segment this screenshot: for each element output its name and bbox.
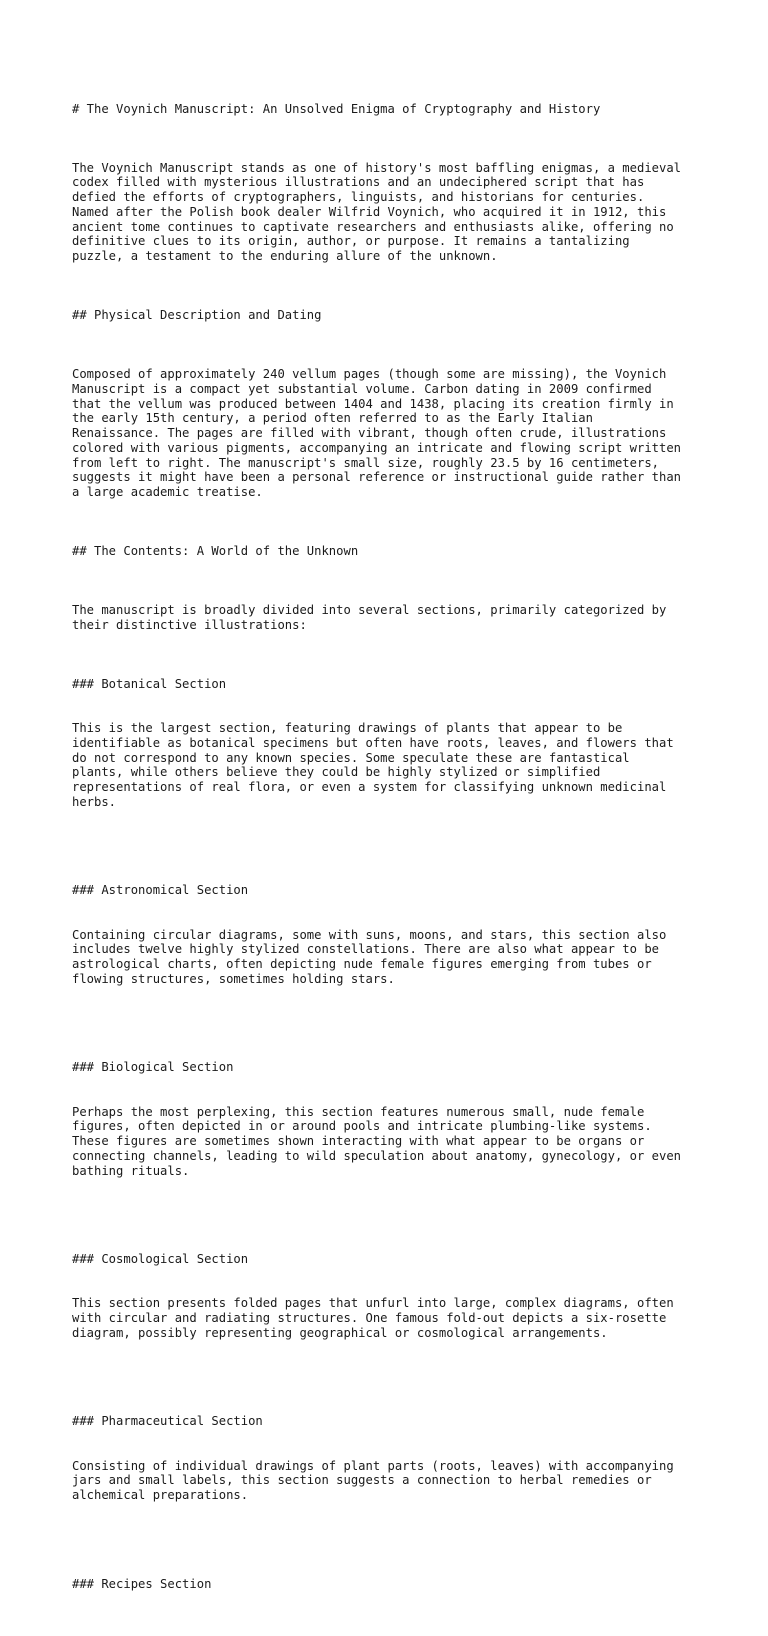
text-line: These figures are sometimes shown interacting with what appear to be organs or (72, 1134, 645, 1148)
text-line: codex filled with mysterious illustrations and an undeciphered script that has (72, 175, 645, 190)
text-line: connecting channels, leading to wild speculation about anatomy, gynecology, or even (72, 1148, 682, 1163)
botanical-paragraph (72, 721, 712, 810)
text-line: includes twelve highly stylized constellations. There are also what appear to be (72, 942, 659, 957)
text-line: jars and small labels, this section suggests a connection to herbal remedies or (72, 1473, 652, 1488)
text-line: their distinctive illustrations: (72, 617, 307, 632)
astronomical-paragraph (72, 928, 712, 987)
pharmaceutical-section (72, 1385, 712, 1533)
text-line: bathing rituals. (72, 1163, 190, 1178)
text-line: Named after the Polish book dealer Wilfrid Voynich, who acquired it in 1912, this (72, 204, 667, 219)
section-heading-physical: ## Physical Description and Dating (72, 308, 322, 322)
text-line: that the vellum was produced between 1404 and 1438, placing its creation firmly in (72, 396, 674, 411)
text-line: colored with various pigments, accompanying an intricate and flowing script written (72, 440, 682, 455)
intro-paragraph (72, 161, 712, 264)
text-line: with circular and radiating structures. One famous fold-out depicts a six-rosette (72, 1311, 667, 1325)
physical-paragraph (72, 367, 712, 500)
text-line: definitive clues to its origin, author, or purpose. It remains a tantalizing (72, 234, 630, 249)
subsection-heading-cosmological: ### Cosmological Section (72, 1252, 249, 1266)
subsection-heading-botanical: ### Botanical Section (72, 676, 227, 691)
astronomical-section (72, 854, 712, 1016)
text-line: diagram, possibly representing geographical or cosmological arrangements. (72, 1325, 608, 1340)
text-line: ancient tome continues to captivate researchers and enthusiasts alike, offering no (72, 219, 674, 234)
cosmological-section (72, 1223, 712, 1371)
pharmaceutical-paragraph (72, 1459, 712, 1503)
text-line: Containing circular diagrams, some with suns, moons, and stars, this section also (72, 927, 667, 942)
text-line: the early 15th century, a period often referred to as the Early Italian (72, 411, 593, 426)
text-line: figures, often depicted in or around pools and intricate plumbing-like systems. (72, 1119, 652, 1134)
text-line: alchemical preparations. (72, 1488, 249, 1502)
text-line: Consisting of individual drawings of plant parts (roots, leaves) with accompanying (72, 1458, 674, 1473)
text-line: herbs. (72, 794, 117, 809)
section-heading-contents: ## The Contents: A World of the Unknown (72, 544, 359, 558)
document-page (72, 72, 712, 1636)
text-line: Composed of approximately 240 vellum pages (though some are missing), the Voynich (72, 367, 667, 381)
biological-section (72, 1031, 712, 1208)
subsection-heading-astronomical: ### Astronomical Section (72, 883, 249, 898)
text-line: astrological charts, often depicting nude female figures emerging from tubes or (72, 957, 652, 971)
text-line: Perhaps the most perplexing, this section features numerous small, nude female (72, 1104, 645, 1119)
text-line: Renaissance. The pages are filled with vibrant, though often crude, illustrations (72, 426, 667, 440)
text-line: a large academic treatise. (72, 485, 263, 499)
text-line: flowing structures, sometimes holding stars. (72, 971, 395, 986)
text-line: do not correspond to any known species. Some speculate these are fantastical (72, 750, 630, 765)
biological-paragraph (72, 1105, 712, 1179)
text-line: from left to right. The manuscript's small size, roughly 23.5 by 16 centimeters, (72, 455, 659, 470)
text-line: This section presents folded pages that unfurl into large, complex diagrams, often (72, 1296, 674, 1311)
subsection-heading-biological: ### Biological Section (72, 1060, 234, 1075)
botanical-section (72, 647, 712, 839)
text-line: Manuscript is a compact yet substantial volume. Carbon dating in 2009 confirmed (72, 381, 652, 396)
text-line: identifiable as botanical specimens but often have roots, leaves, and flowers that (72, 735, 674, 750)
text-line: plants, while others believe they could be highly stylized or simplified (72, 765, 601, 780)
text-line: The Voynich Manuscript stands as one of history's most baffling enigmas, a medieval (72, 160, 682, 175)
text-line: puzzle, a testament to the enduring allure of the unknown. (72, 249, 498, 263)
text-line: This is the largest section, featuring drawings of plants that appear to be (72, 721, 623, 735)
recipes-section (72, 1547, 712, 1621)
cosmological-paragraph (72, 1296, 712, 1340)
subsection-heading-pharmaceutical: ### Pharmaceutical Section (72, 1414, 263, 1429)
text-line: suggests it might have been a personal reference or instructional guide rather than (72, 470, 682, 485)
text-line: The manuscript is broadly divided into several sections, primarily categorized by (72, 603, 667, 617)
subsection-heading-recipes: ### Recipes Section (72, 1576, 212, 1591)
contents-intro-paragraph (72, 603, 712, 633)
text-line: representations of real flora, or even a system for classifying unknown medicinal (72, 780, 667, 794)
text-line: defied the efforts of cryptographers, linguists, and historians for centuries. (72, 190, 645, 204)
document-title: # The Voynich Manuscript: An Unsolved Enigma of Cryptography and History (72, 101, 601, 116)
